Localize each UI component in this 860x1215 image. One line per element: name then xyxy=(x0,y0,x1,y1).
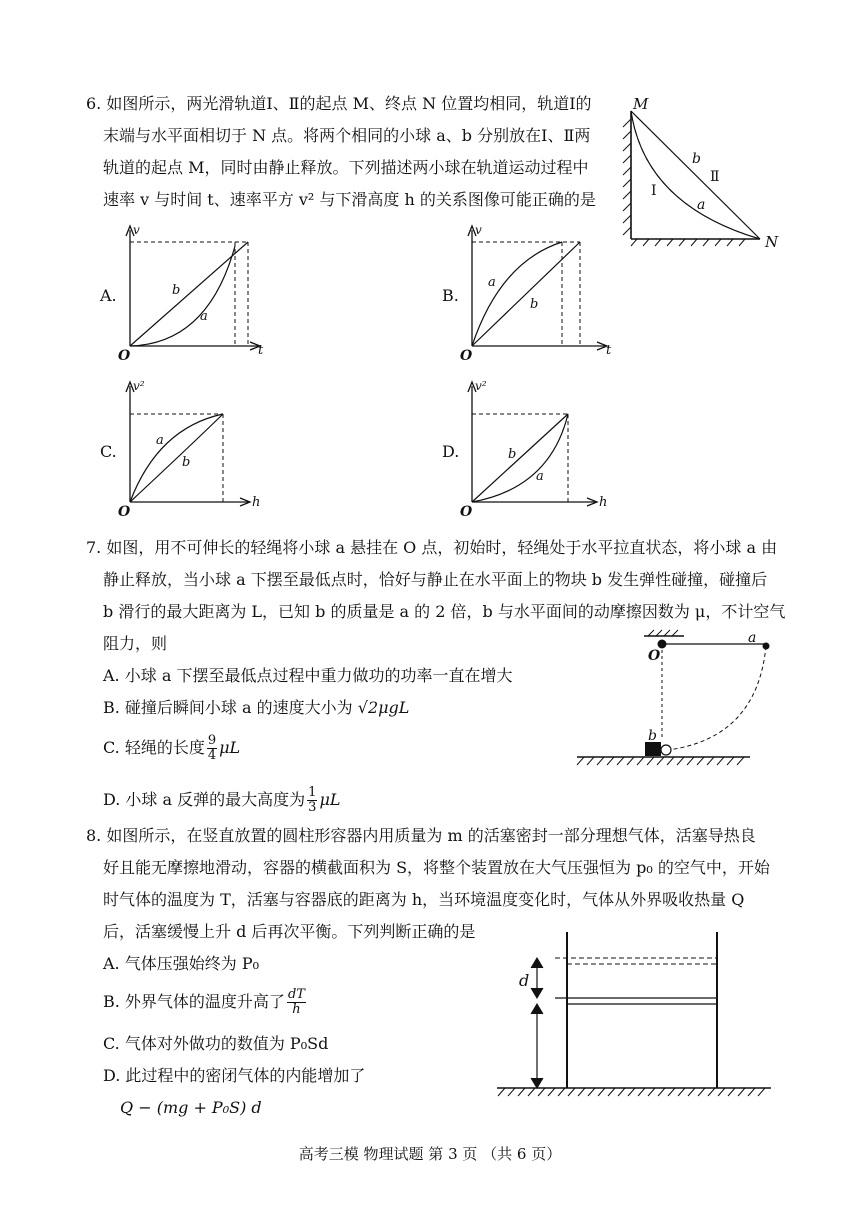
q8-option-A[interactable]: A. 气体压强始终为 P₀ xyxy=(103,954,259,973)
q7-option-B[interactable] xyxy=(103,698,409,718)
q7-option-D-fraction xyxy=(307,786,317,815)
q6-track-figure xyxy=(615,95,790,255)
curve-upper-label: a xyxy=(156,433,164,448)
q8-option-B-text: B. 外界气体的温度升高了 xyxy=(103,992,285,1011)
q6-line-2: 末端与水平面相切于 N 点。将两个相同的小球 a、b 分别放在Ⅰ、Ⅱ两 xyxy=(103,126,591,145)
q7-line-3: b 滑行的最大距离为 L，已知 b 的质量是 a 的 2 倍，b 与水平面间的动摩擦因数为 μ，不计空气 xyxy=(103,602,786,621)
q7-pendulum-figure xyxy=(572,630,757,770)
q6-line-3: 轨道的起点 M，同时由静止释放。下列描述两小球在轨道运动过程中 xyxy=(103,158,589,177)
q6-line-1: 6. 如图所示，两光滑轨道Ⅰ、Ⅱ的起点 M、终点 N 位置均相同，轨道Ⅰ的 xyxy=(86,94,592,113)
q7-option-D[interactable] xyxy=(103,786,340,815)
y-axis-label: v xyxy=(133,223,140,237)
curve-lower-label: a xyxy=(200,309,208,324)
swing-path xyxy=(668,646,766,750)
q7-option-C[interactable] xyxy=(103,734,240,763)
q6-graph-B xyxy=(460,222,620,362)
y-axis-label: v² xyxy=(475,379,487,393)
origin-label: O xyxy=(460,348,473,364)
track-2-line xyxy=(631,111,760,239)
y-axis-label: v² xyxy=(133,379,145,393)
label-d: d xyxy=(519,971,530,990)
curve-upper-label: b xyxy=(508,447,517,462)
track-b-label: b xyxy=(692,151,701,167)
origin-label: O xyxy=(118,504,131,520)
point-N-label: N xyxy=(765,233,779,251)
curve-b xyxy=(472,242,580,346)
curve-lower-label: b xyxy=(530,297,539,312)
q8-line-3: 时气体的温度为 T，活塞与容器底的距离为 h，当环境温度变化时，气体从外界吸收热量 Q xyxy=(103,890,745,909)
q6-option-C-label[interactable]: C. xyxy=(100,442,117,461)
q8-option-B-fraction xyxy=(287,988,306,1017)
q8-line-4: 后，活塞缓慢上升 d 后再次平衡。下列判断正确的是 xyxy=(103,922,476,941)
label-O: O xyxy=(648,648,661,664)
origin-label: O xyxy=(460,504,473,520)
label-a: a xyxy=(748,630,757,646)
curve-a xyxy=(130,246,235,346)
curve-b xyxy=(472,414,568,502)
block-b xyxy=(645,742,661,756)
fraction-denominator: h xyxy=(292,1002,301,1017)
fraction-denominator: 4 xyxy=(207,748,217,763)
q7-option-B-text: B. 碰撞后瞬间小球 a 的速度大小为 xyxy=(103,698,353,717)
q6-graph-A xyxy=(118,222,278,362)
q6-option-A-label[interactable]: A. xyxy=(100,286,117,305)
q7-option-C-fraction xyxy=(207,734,217,763)
q7-option-B-expr: √2μgL xyxy=(357,698,410,717)
fraction-numerator: dT xyxy=(287,987,305,1002)
point-M-label: M xyxy=(633,95,649,113)
fraction-numerator: 1 xyxy=(308,785,317,800)
q7-option-C-text: C. 轻绳的长度 xyxy=(103,738,205,757)
track-II-label: Ⅱ xyxy=(710,169,720,185)
curve-a xyxy=(472,242,562,346)
page-footer: 高考三模 物理试题 第 3 页 （共 6 页） xyxy=(298,1145,562,1163)
q8-option-C[interactable]: C. 气体对外做功的数值为 P₀Sd xyxy=(103,1034,329,1053)
x-axis-label: t xyxy=(258,343,264,358)
y-axis-label: v xyxy=(475,223,482,237)
curve-upper-label: b xyxy=(172,283,181,298)
curve-lower-label: a xyxy=(536,469,544,484)
x-axis-label: h xyxy=(599,495,608,510)
track-a-label: a xyxy=(697,197,706,213)
q6-graph-C xyxy=(118,378,278,518)
q8-cylinder-figure xyxy=(495,930,775,1102)
q8-option-D[interactable]: D. 此过程中的密闭气体的内能增加了 xyxy=(103,1066,366,1085)
q7-line-2: 静止释放，当小球 a 下摆至最低点时，恰好与静止在水平面上的物块 b 发生弹性碰撞，碰撞后 xyxy=(103,570,768,589)
track-I-label: Ⅰ xyxy=(651,183,657,199)
q8-option-D-expression: Q − (mg + P₀S) d xyxy=(120,1098,262,1117)
q8-line-1: 8. 如图所示，在竖直放置的圆柱形容器内用质量为 m 的活塞密封一部分理想气体，活塞导热良 xyxy=(86,826,756,845)
q7-option-A[interactable]: A. 小球 a 下摆至最低点过程中重力做功的功率一直在增大 xyxy=(103,666,513,685)
q7-option-D-unit: μL xyxy=(319,790,341,809)
curve-b xyxy=(130,414,223,502)
q6-option-D-label[interactable]: D. xyxy=(442,442,460,461)
q7-line-4: 阻力，则 xyxy=(103,634,168,653)
q6-option-B-label[interactable]: B. xyxy=(442,286,459,305)
curve-b xyxy=(130,242,248,346)
curve-lower-label: b xyxy=(182,455,191,470)
x-axis-label: t xyxy=(606,343,612,358)
fraction-numerator: 9 xyxy=(207,733,217,748)
q7-option-C-unit: μL xyxy=(219,738,241,757)
label-b: b xyxy=(648,728,657,744)
q6-line-4: 速率 v 与时间 t、速率平方 v² 与下滑高度 h 的关系图像可能正确的是 xyxy=(103,190,596,209)
x-axis-label: h xyxy=(252,495,261,510)
q8-option-B[interactable] xyxy=(103,988,308,1017)
ball-a-bottom xyxy=(661,745,671,755)
q7-line-1: 7. 如图，用不可伸长的轻绳将小球 a 悬挂在 O 点，初始时，轻绳处于水平拉直状态，将小球 a 由 xyxy=(86,538,778,557)
curve-upper-label: a xyxy=(488,275,496,290)
q6-graph-D xyxy=(460,378,620,518)
fraction-denominator: 3 xyxy=(308,800,317,815)
q8-line-2: 好且能无摩擦地滑动，容器的横截面积为 S，将整个装置放在大气压强恒为 p₀ 的空气中，开始 xyxy=(103,858,770,877)
q7-option-D-text: D. 小球 a 反弹的最大高度为 xyxy=(103,790,306,809)
origin-label: O xyxy=(118,348,131,364)
